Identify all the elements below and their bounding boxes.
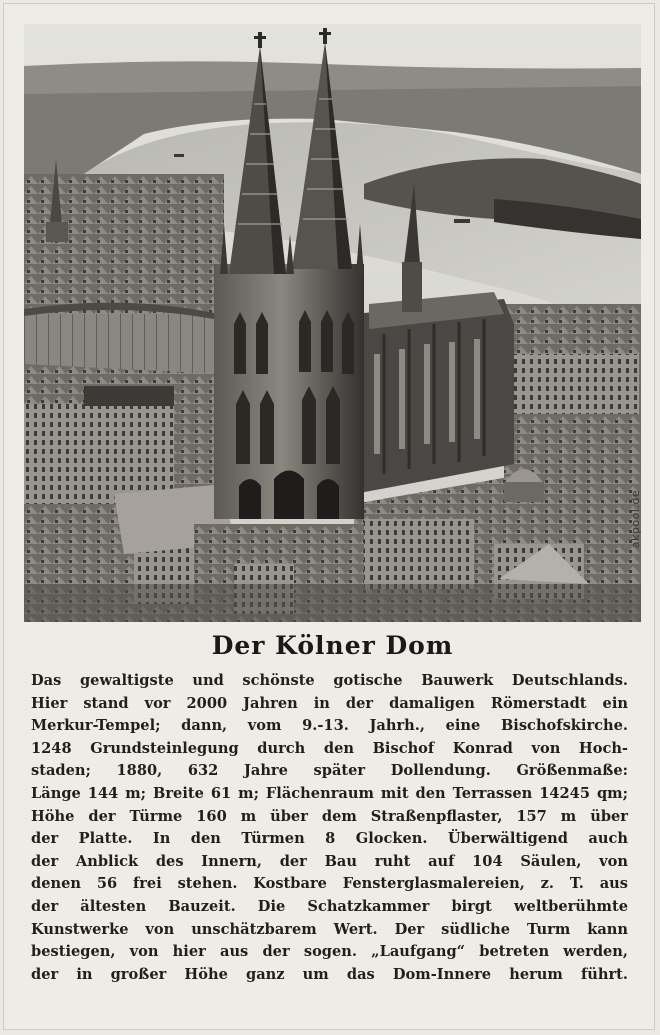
- text-line: Hier stand vor 2000 Jahren in der damaligen Römerstadt ein: [31, 694, 628, 712]
- text-line: Länge 144 m; Breite 61 m; Flächenraum mit den Terrassen 14245 qm;: [31, 784, 628, 802]
- text-line: der ältesten Bauzeit. Die Schatzkammer birgt weltberühmte: [31, 897, 628, 915]
- page-title: Der Kölner Dom: [211, 631, 454, 660]
- description-text: [31, 670, 628, 986]
- text-line: staden; 1880, 632 Jahre später Dollendung. Größenmaße:: [31, 762, 628, 780]
- cathedral-photo: [24, 24, 641, 622]
- text-line: 1248 Grundsteinlegung durch den Bischof Konrad von Hoch-: [31, 739, 628, 757]
- text-line: der Platte. In den Türmen 8 Glocken. Überwältigend auch: [31, 830, 628, 848]
- cathedral-photo-graphic: [24, 24, 641, 622]
- text-line: der in großer Höhe ganz um das Dom-Innere herum führt.: [31, 965, 628, 983]
- text-line: Kunstwerke von unschätzbarem Wert. Der südliche Turm kann: [31, 920, 628, 938]
- text-line: Merkur-Tempel; dann, vom 9.-13. Jahrh., eine Bischofskirche.: [31, 717, 628, 735]
- postcard: [3, 3, 655, 1030]
- text-line: denen 56 frei stehen. Kostbare Fensterglasmalereien, z. T. aus: [31, 875, 628, 893]
- text-line: der Anblick des Innern, der Bau ruht auf 104 Säulen, von: [31, 852, 628, 870]
- text-line: bestiegen, von hier aus der sogen. „Laufgang“ betreten werden,: [31, 943, 628, 961]
- watermark: akpool.de: [629, 489, 642, 549]
- text-line: Das gewaltigste und schönste gotische Bauwerk Deutschlands.: [31, 672, 628, 689]
- text-line: Höhe der Türme 160 m über dem Straßenpflaster, 157 m über: [31, 807, 628, 825]
